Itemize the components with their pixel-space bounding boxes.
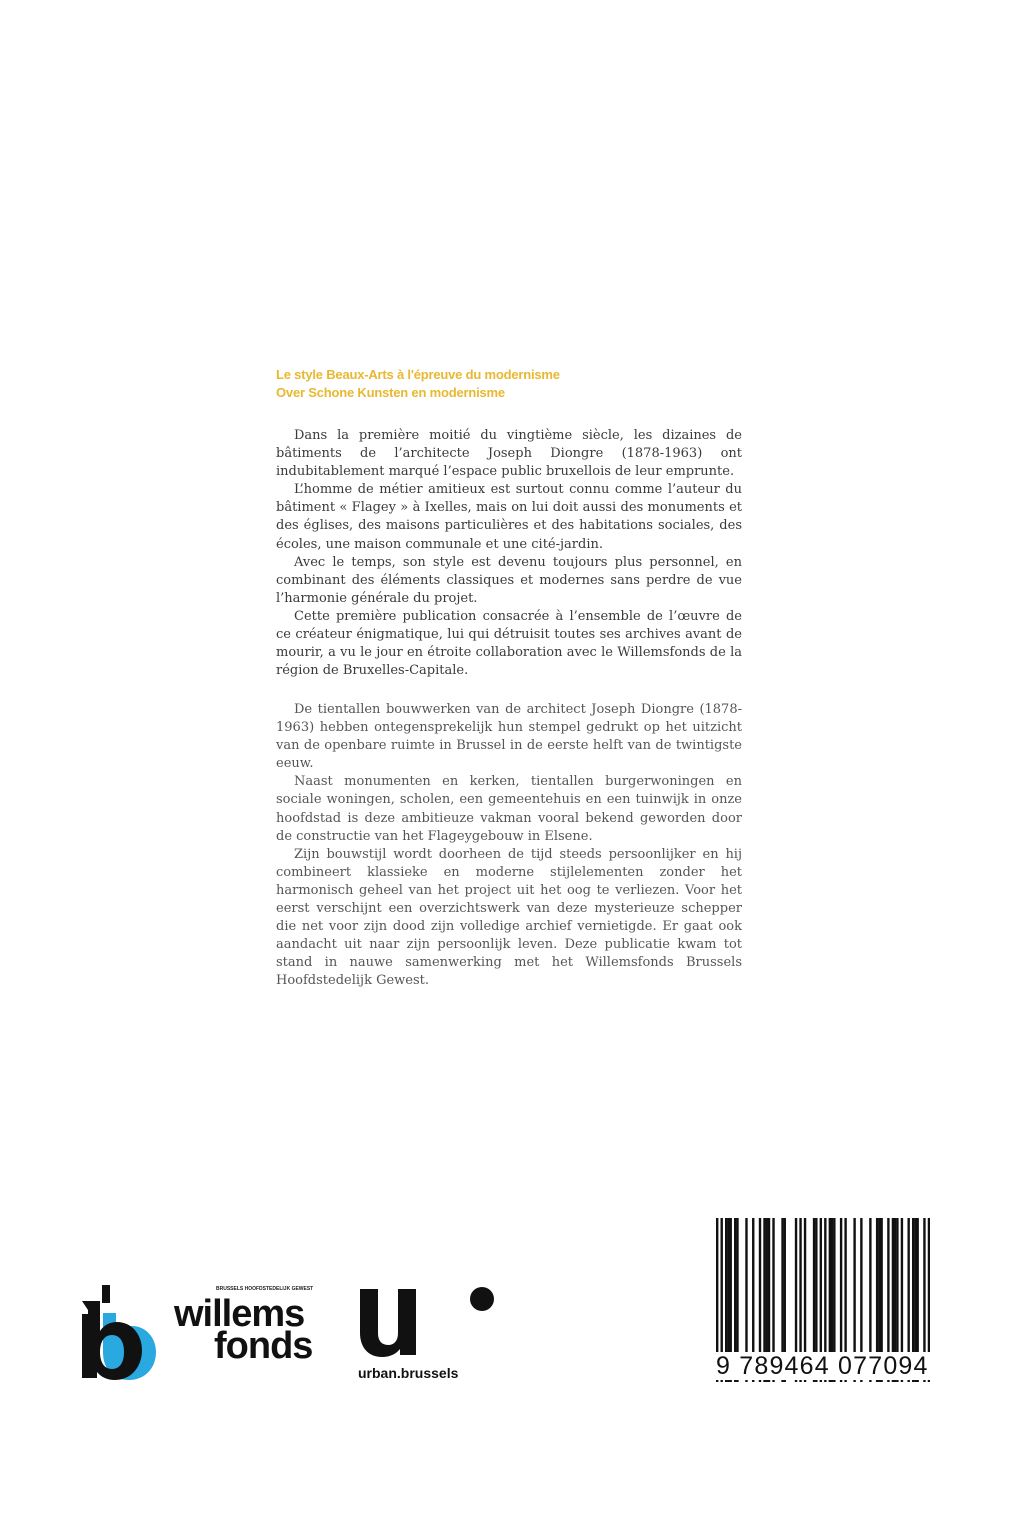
urban-brussels-logo: [356, 1285, 516, 1385]
urban-brussels-label: urban.brussels: [358, 1365, 459, 1381]
paragraph: Naast monumenten en kerken, tientallen burgerwoningen en sociale woningen, scholen, een gemeentehuis en een tuinwijk in onze hoofdstad is deze ambitieuze vakman vooral bekend geworden door de constructie van het Flageygebouw in Elsene.: [276, 774, 742, 844]
paragraph: L’homme de métier amitieux est surtout connu comme l’auteur du bâtiment « Flagey » à Ixelles, mais on lui doit aussi des monuments et des églises, des maisons particulières et des habitations sociales, des écoles, une maison communale et une cité-jardin.: [276, 482, 742, 552]
isbn-number: 9 789464 077094: [716, 1352, 929, 1380]
paragraph: Cette première publication consacrée à l’ensemble de l’œuvre de ce créateur énigmatique, lui qui détruisit toutes ses archives avant de mourir, a vu le jour en étroite collaboration avec le Willemsfonds de la région de Bruxelles-Capitale.: [276, 608, 742, 679]
title-fr: Le style Beaux-Arts à l'épreuve du modernisme: [276, 367, 560, 382]
publisher-logos: [0, 1285, 600, 1395]
willemsfonds-word-willems: willems: [174, 1293, 305, 1335]
brussels-b-logo: [82, 1285, 156, 1381]
paragraph: Zijn bouwstijl wordt doorheen de tijd steeds persoonlijker en hij combineert klassieke en moderne stijlelementen zonder het harmonisch geheel van het project uit het oog te verliezen. Voor het eerst verschijnt een overzichtswerk van deze mysterieuze schepper die net voor zijn dood zijn volledige archief vernietigde. Er gaat ook aandacht uit naar zijn persoonlijk leven. Deze publicatie kwam tot stand in nauwe samenwerking met het Willemsfonds Brussels Hoofdstedelijk Gewest.: [276, 846, 742, 989]
book-titles: [276, 366, 756, 402]
paragraph: Avec le temps, son style est devenu toujours plus personnel, en combinant des éléments classiques et modernes sans perdre de vue l’harmonie générale du projet.: [276, 554, 742, 606]
title-nl: Over Schone Kunsten en modernisme: [276, 385, 505, 400]
paragraph: Dans la première moitié du vingtième siècle, les dizaines de bâtiments de l’architecte Joseph Diongre (1878-1963) ont indubitablement marqué l’espace public bruxellois de leur emprunte.: [276, 428, 742, 480]
willemsfonds-region-label: BRUSSELS HOOFDSTEDELIJK GEWEST: [216, 1286, 314, 1292]
willemsfonds-logo: [174, 1287, 334, 1379]
french-text: [276, 427, 742, 680]
paragraph: De tientallen bouwwerken van de architect Joseph Diongre (1878-1963) hebben ontegensprekelijk hun stempel gedrukt op het uitzicht van de openbare ruimte in Brussel in de eerste helft van de twintigste eeuw.: [276, 702, 742, 772]
willemsfonds-word-fonds: fonds: [214, 1325, 313, 1367]
dutch-text: [276, 701, 742, 991]
urban-u-mark-icon: [356, 1285, 516, 1365]
